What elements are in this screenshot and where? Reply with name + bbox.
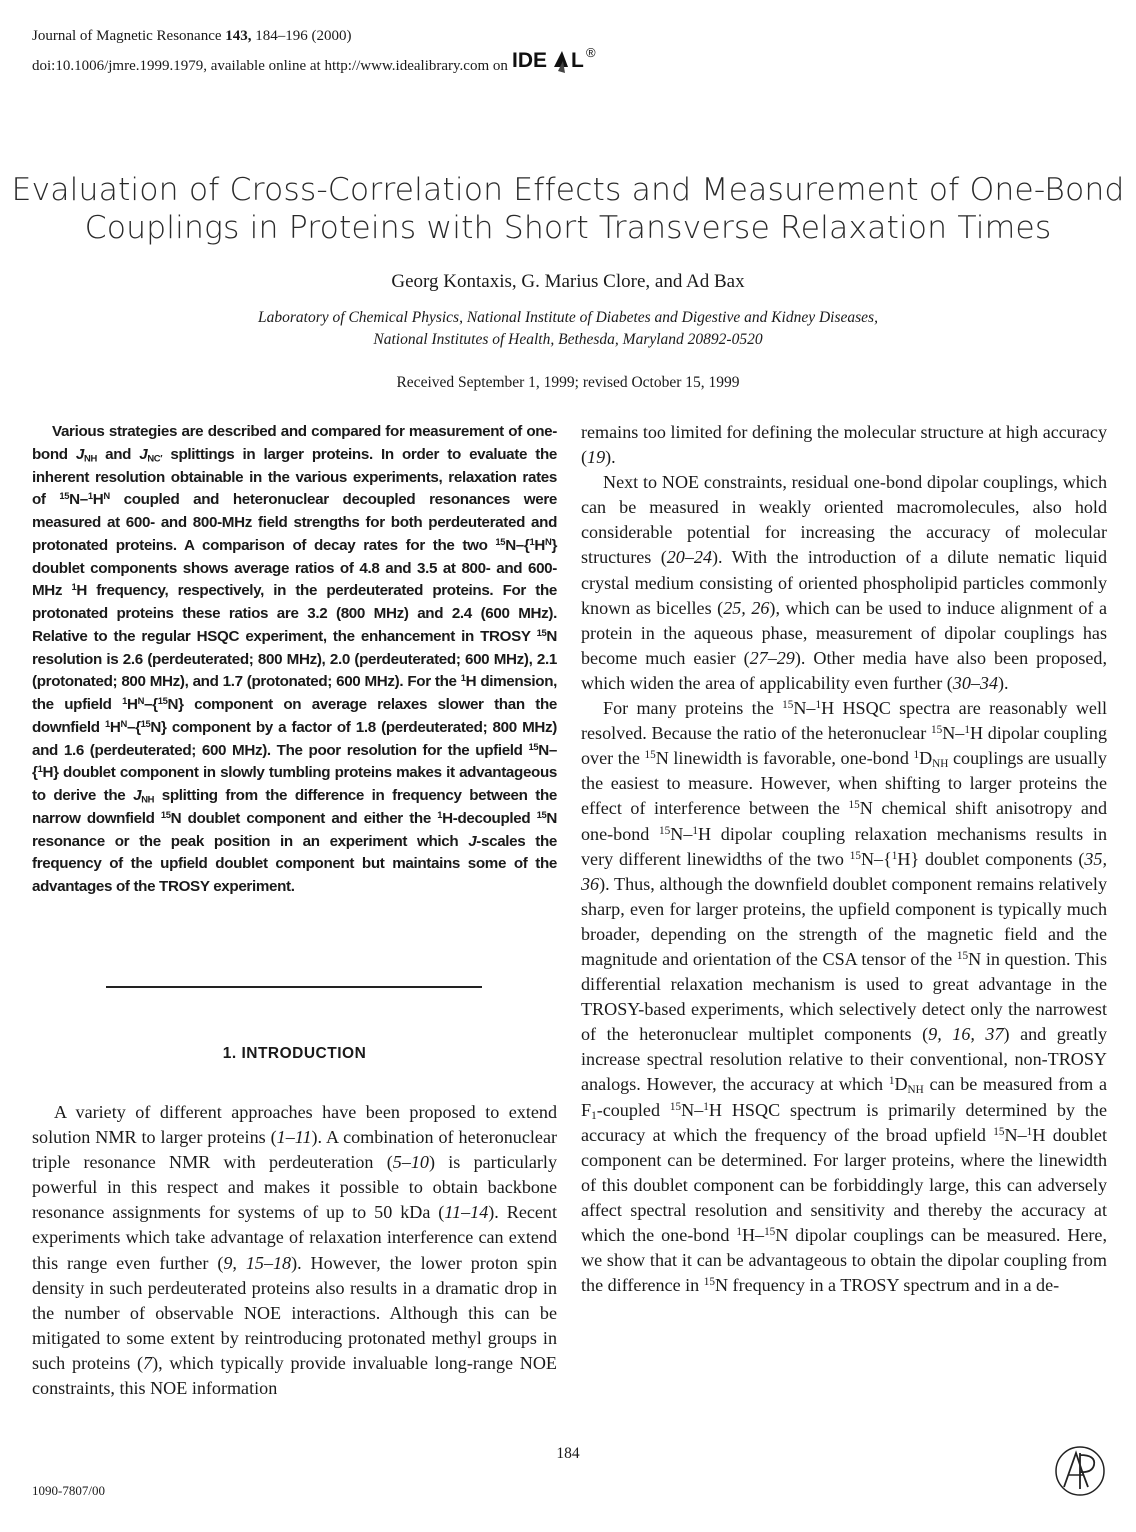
affiliation <box>0 307 1136 351</box>
intro-paragraph-2: Next to NOE constraints, residual one-bond dipolar couplings, which can be measured in weakly oriented macromolecules, also hold considerable potential for increasing the accuracy of molecular structures (20–24). With the introduction of a dilute nematic liquid crystal medium consisting of oriented phospholipid particles commonly known as bicelles (25, 26), which can be used to induce alignment of a protein in the aqueous phase, measurement of dipolar couplings has become much easier (27–29). Other media have also been proposed, which widen the area of applicability even further (30–34). <box>581 472 1107 693</box>
authors: Georg Kontaxis, G. Marius Clore, and Ad Bax <box>391 271 745 292</box>
affiliation-line-1: Laboratory of Chemical Physics, National Institute of Diabetes and Digestive and Kidney Diseases, <box>258 309 878 326</box>
doi-text: doi:10.1006/jmre.1999.1979, available online at http://www.idealibrary.com on <box>32 58 508 74</box>
doi-line <box>32 47 606 84</box>
section-heading: 1. INTRODUCTION <box>222 1045 367 1062</box>
ideal-logo <box>512 47 606 84</box>
journal-pages: 184–196 (2000) <box>255 28 352 44</box>
svg-text:IDE: IDE <box>511 49 547 72</box>
journal-header <box>32 26 606 84</box>
svg-text:®: ® <box>585 47 596 60</box>
academic-press-logo-icon <box>1054 1445 1106 1497</box>
received-dates: Received September 1, 1999; revised October 15, 1999 <box>396 374 740 391</box>
publisher-logo <box>1054 1445 1106 1502</box>
journal-name: Journal of Magnetic Resonance <box>32 28 222 44</box>
abstract <box>32 421 557 899</box>
introduction-left-column <box>32 1100 557 1401</box>
page-number: 184 <box>556 1445 580 1462</box>
svg-text:L: L <box>570 49 584 72</box>
ideal-logo-icon <box>512 47 606 77</box>
right-column <box>581 420 1107 1298</box>
affiliation-line-2: National Institutes of Health, Bethesda, Maryland 20892-0520 <box>373 331 763 348</box>
title-line-1: Evaluation of Cross-Correlation Effects and Measurement of One-Bond <box>11 172 1125 208</box>
citation-line <box>32 26 606 47</box>
abstract-text: Various strategies are described and compared for measurement of one-bond $J_{NH}$ and $J_{NC'}$ splittings in larger proteins. In order to evaluate the inherent resolution obtainable in the various experiments, relaxation rates of $^{15}N-^1H^N$ coupled and heteronuclear decoupled resonances were measured at 600- and 800-MHz field strengths for both perdeuterated and protonated proteins. A comparison of decay rates for the two $^{15}N-\{^1H^N\}$ doublet components shows average ratios of 4.8 and 3.5 at 800- and 600-MHz $^1$H frequency, respectively, in the perdeuterated proteins. For the protonated proteins these ratios are 3.2 (800 MHz) and 2.4 (600 MHz). Relative to the regular HSQC experiment, the enhancement in TROSY $^{15}$N resolution is 2.6 (perdeuterated; 800 MHz), 2.0 (perdeuterated; 600 MHz), 2.1 (protonated; 800 MHz), and 1.7 (protonated; 600 MHz). For the $^1$H dimension, the upfield $^1H^N-\{^{15}N\}$ component on average relaxes slower than the downfield $^1H^N-\{^{15}N\}$ component by a factor of 1.8 (perdeuterated; 800 MHz) and 1.6 (perdeuterated; 600 MHz). The poor resolution for the upfield $^{15}$N–{$^1$H} doublet component in slowly tumbling proteins makes it advantageous to derive the $J_{NH}$ splitting from the difference in frequency between the narrow downfield $^{15}$N doublet component and either the $^1$H-decoupled $^{15}$N resonance or the peak position in an experiment which J-scales the frequency of the upfield doublet component but maintains some of the advantages of the TROSY experiment. <box>32 423 557 895</box>
article-title <box>0 171 1136 247</box>
journal-volume: 143, <box>225 28 252 44</box>
issn-code: 1090-7807/00 <box>32 1483 105 1498</box>
intro-paragraph-1-continued: remains too limited for defining the molecular structure at high accuracy (19). <box>581 422 1107 468</box>
intro-paragraph-3: For many proteins the $^{15}$N–$^1$H HSQC spectra are reasonably well resolved. Because the ratio of the heteronuclear $^{15}$N–$^1$H dipolar coupling over the $^{15}$N linewidth is favorable, one-bond $^1D_{NH}$ couplings are usually the easiest to measure. However, when shifting to larger proteins the effect of interference between the $^{15}$N chemical shift anisotropy and one-bond $^{15}$N–$^1$H dipolar coupling relaxation mechanisms results in very different linewidths of the two $^{15}$N–{$^1$H} doublet components (35, 36). Thus, although the downfield doublet component remains relatively sharp, even for larger proteins, the upfield component is typically much broader, depending on the strength of the magnetic field and the magnitude and orientation of the CSA tensor of the $^{15}$N in question. This differential relaxation mechanism is used to great advantage in the TROSY-based experiments, which selectively detect only the narrowest of the heteronuclear multiplet components (9, 16, 37) and greatly increase spectral resolution relative to their conventional, non-TROSY analogs. However, the accuracy at which $^1D_{NH}$ can be measured from a $F_1$-coupled $^{15}$N–$^1$H HSQC spectrum is primarily determined by the accuracy at which the frequency of the broad upfield $^{15}$N–$^1$H doublet component can be determined. For larger proteins, where the linewidth of this doublet component can be forbiddingly large, this can adversely affect spectral resolution and sensitivity and thereby the accuracy at which the one-bond $^1$H–$^{15}$N dipolar couplings can be measured. Here, we show that it can be advantageous to obtain the dipolar coupling from the difference in $^{15}$N frequency in a TROSY spectrum and in a de- <box>581 698 1108 1296</box>
section-divider <box>106 986 482 988</box>
intro-paragraph-1: A variety of different approaches have been proposed to extend solution NMR to larger proteins (1–11). A combination of heteronuclear triple resonance NMR with perdeuteration (5–10) is particularly powerful in this respect and makes it possible to obtain backbone resonance assignments for systems of up to 50 kDa (11–14). Recent experiments which take advantage of relaxation interference can extend this range even further (9, 15–18). However, the lower proton spin density in such perdeuterated proteins also results in a dramatic drop in the number of observable NOE interactions. Although this can be mitigated to some extent by reintroducing protonated methyl groups in such proteins (7), which typically provide invaluable long-range NOE constraints, this NOE information <box>32 1102 558 1399</box>
title-line-2: Couplings in Proteins with Short Transverse Relaxation Times <box>84 210 1052 246</box>
